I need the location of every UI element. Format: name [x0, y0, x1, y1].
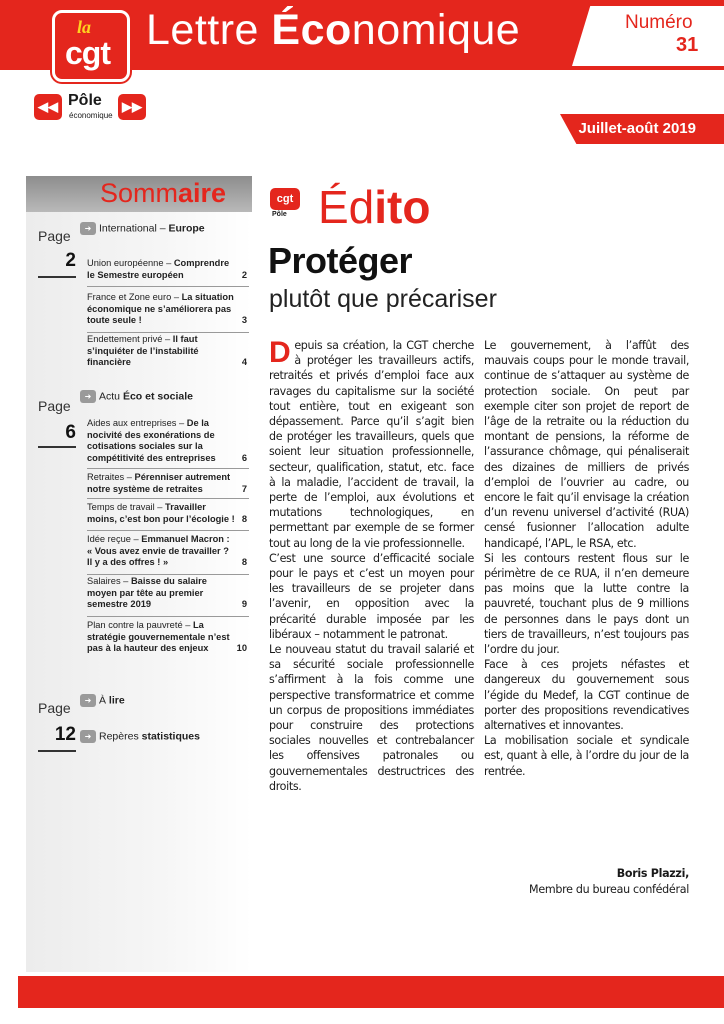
pole-economique-badge — [34, 92, 146, 124]
logo-cgt-text: cgt — [65, 35, 110, 71]
pole-title: Pôle — [68, 92, 102, 109]
cgt-logo — [52, 10, 130, 82]
edito-title: Édito — [318, 181, 431, 233]
arrow-icon: ➜ — [80, 694, 96, 707]
paragraph: C’est une source d’efficacité sociale pour le pays et c’est un moyen pour les travailleurs de se projeter dans l’avenir, en opposition avec la précarité durable imposée par les libéraux – notamment le patronat. — [269, 551, 474, 641]
toc-item[interactable]: Temps de travail – Travailler moins, c’est bon pour l’écologie ! 8 — [87, 502, 247, 524]
arrow-icon: ➜ — [80, 222, 96, 235]
page-label: Page — [38, 398, 71, 414]
paragraph: Le gouvernement, à l’affût des mauvais coups pour le monde travail, continue de s’attaquer au système de protection sociale. On peut par exemple citer son projet de report de l’âge de la retraite ou la réduction du montant de pensions, la réforme de l’assurance chômage, qui pénaliserait des dizaines de milliers de privés d’emploi de l’ouvrier au cadre, ou encore le fait qu’il envisage la création d’un revenu universel d’activité (RUA) censé fusionner l’allocation adulte handicapé, l’APL, le RSA, etc. — [484, 339, 689, 550]
page-label: Page — [38, 700, 71, 716]
toc-item[interactable]: Salaires – Baisse du salaire moyen par tête au premier semestre 2019 9 — [87, 576, 247, 609]
page-rule — [38, 446, 76, 448]
page-number: 6 — [65, 422, 76, 443]
toc-item[interactable]: Aides aux entreprises – De la nocivité des exonérations de cotisations sociales sur la compétitivité des entreprises 6 — [87, 418, 247, 463]
article-headline: Protéger — [268, 240, 413, 281]
toc-separator — [87, 616, 249, 617]
section-heading-reperes[interactable]: ➜ Repères statistiques — [80, 730, 200, 743]
logo-la-text: la — [77, 17, 92, 37]
section-heading-a-lire[interactable]: ➜ À lire — [80, 694, 125, 707]
section-heading-actu[interactable]: ➜ Actu Éco et sociale — [80, 390, 193, 403]
toc-item[interactable]: France et Zone euro – La situation économique ne s’améliorera pas toute seule ! 3 — [87, 292, 247, 325]
paragraph: Si les contours restent flous sur le périmètre de ce RUA, il n’en demeure pas moins que la lutte contre la pauvreté, touchant plus de 9 millions de personnes dans le pays dont un tiers de travailleurs, n’est toujours pas l’ordre du jour. — [484, 551, 689, 657]
page-number: 12 — [54, 724, 76, 745]
toc-separator — [87, 574, 249, 575]
paragraph: Depuis sa création, la CGT cherche à protéger les travailleurs actifs, retraités et privés d’emploi face aux ravages du capitalisme sur la société tout entière, tout en exigeant son dépassement. Parce qu’il s’agit bien de protéger les travailleurs, quels que soient leur situation professionnelle, secteur, qualification, statut, etc. face à la maladie, l’accident de travail, la perte de l’emploi, aux évolutions et mutations technologiques, en permettant par exemple de se former tout au long de la vie professionnelle. — [269, 336, 474, 550]
arrow-icon: ➜ — [80, 390, 96, 403]
page-rule — [38, 276, 76, 278]
author-name: Boris Plazzi, — [616, 867, 689, 880]
toc-item[interactable]: Idée reçue – Emmanuel Macron : « Vous avez envie de travailler ? Il y a des offres ! » 8 — [87, 534, 247, 567]
issue-date: Juillet-août 2019 — [578, 120, 696, 137]
toc-separator — [87, 468, 249, 469]
paragraph: Face à ces projets néfastes et dangereux du gouvernement sous l’égide du Medef, la CGT continue de porter des propositions revendicatives alternatives et innovantes. — [484, 658, 689, 733]
toc-separator — [87, 332, 249, 333]
issue-number: 31 — [676, 34, 699, 56]
article-column-right — [484, 338, 689, 779]
edito-cgt-badge: cgt Pôle — [270, 188, 308, 224]
toc-item[interactable]: Retraites – Pérenniser autrement notre système de retraites 7 — [87, 472, 247, 494]
arrow-icon: ➜ — [80, 730, 96, 743]
author-role: Membre du bureau confédéral — [529, 883, 689, 896]
toc-separator — [87, 286, 249, 287]
rewind-icon: ◀◀ — [34, 94, 62, 120]
toc-separator — [87, 498, 249, 499]
newsletter-title: Lettre Économique — [146, 6, 521, 54]
section-heading-europe[interactable]: ➜ International – Europe — [80, 222, 205, 235]
toc-item[interactable]: Plan contre la pauvreté – La stratégie gouvernementale n’est pas à la hauteur des enjeux 10 — [87, 620, 247, 653]
pole-subtitle: économique — [69, 111, 113, 120]
issue-number-label: Numéro — [625, 12, 693, 33]
page-rule — [38, 750, 76, 752]
sommaire-title: Sommaire — [100, 178, 227, 208]
article-column-left — [269, 338, 474, 794]
paragraph: Le nouveau statut du travail salarié et sa sécurité sociale professionnelle s’affirment à la fois comme une perspective transformatrice et comme un corpus de propositions immédiates pour construire des protections sociales nouvelles et contrebalancer les offensives patronales ou gouvernementales destructrices des droits. — [269, 643, 474, 793]
toc-item[interactable]: Endettement privé – Il faut s’inquiéter de l’instabilité financière 4 — [87, 334, 247, 367]
toc-item[interactable]: Union européenne – Comprendre le Semestre européen 2 — [87, 258, 247, 280]
drop-cap: D — [269, 336, 291, 369]
page-number: 2 — [65, 250, 76, 271]
page-label: Page — [38, 228, 71, 244]
article-subheadline: plutôt que précariser — [269, 285, 497, 313]
paragraph: La mobilisation sociale et syndicale est, quant à elle, à l’ordre du jour de la rentrée. — [484, 734, 689, 778]
footer-band — [18, 976, 724, 1008]
fast-forward-icon: ▶▶ — [118, 94, 146, 120]
toc-separator — [87, 530, 249, 531]
